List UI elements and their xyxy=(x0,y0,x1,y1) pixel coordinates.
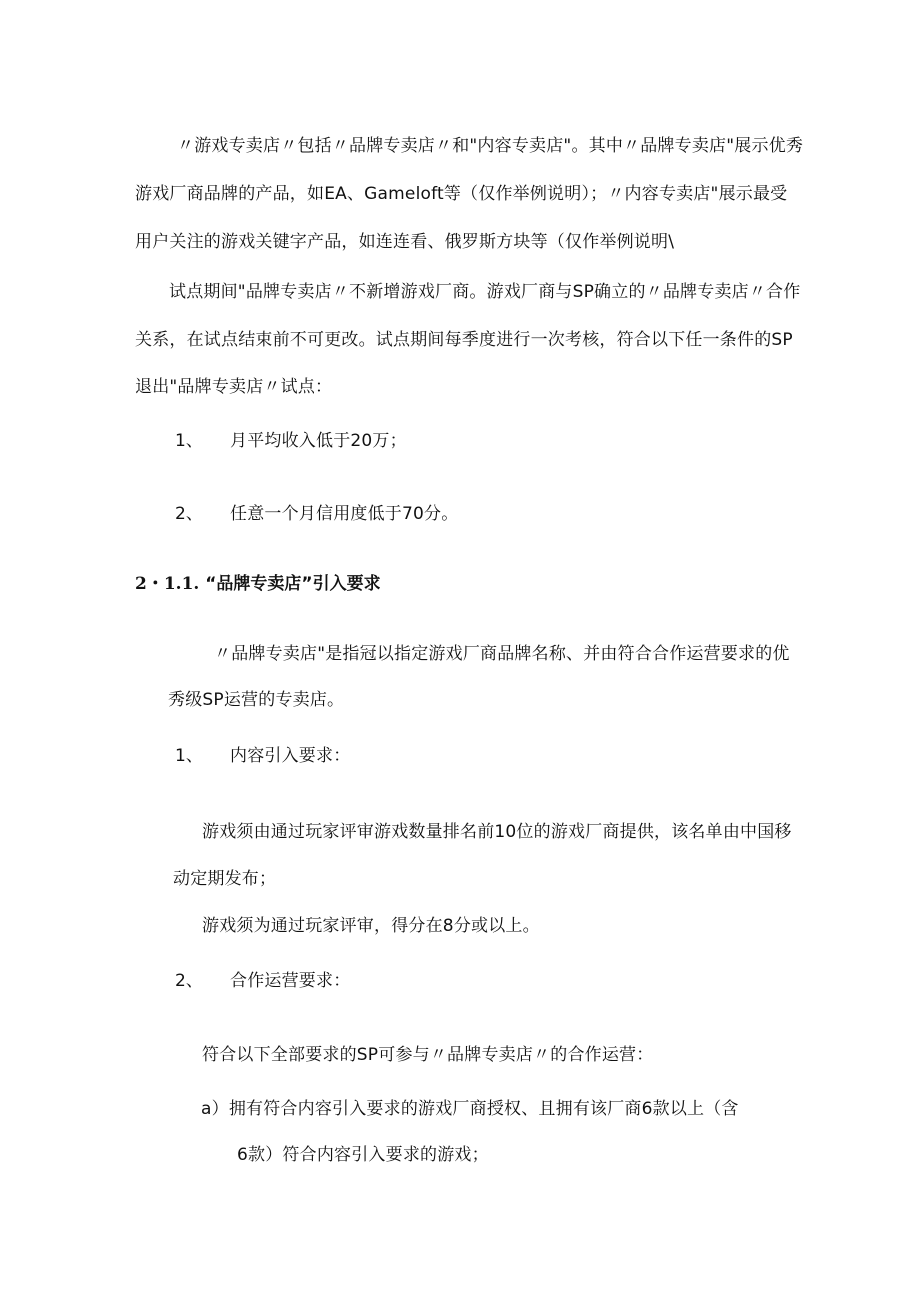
intro-line-3: 用户关注的游戏关键字产品，如连连看、俄罗斯方块等（仅作举例说明\ xyxy=(135,232,675,252)
content-requirement-line-3: 游戏须为通过玩家评审，得分在8分或以上。 xyxy=(202,916,540,936)
operation-requirement-line-1: 符合以下全部要求的SP可参与〃品牌专卖店〃的合作运营： xyxy=(202,1045,654,1065)
requirement-1-title: 内容引入要求： xyxy=(230,746,351,766)
exit-condition-1-number: 1、 xyxy=(175,431,203,451)
requirement-1-number: 1、 xyxy=(175,746,203,766)
trial-line-3: 退出"品牌专卖店〃试点： xyxy=(135,377,333,397)
requirement-2-title: 合作运营要求： xyxy=(230,971,351,991)
intro-line-2: 游戏厂商品牌的产品，如EA、Gameloft等（仅作举例说明）；〃内容专卖店"展示最受 xyxy=(135,184,788,204)
section-heading-number: 2・1.1. xyxy=(135,574,200,594)
requirement-2-number: 2、 xyxy=(175,971,203,991)
operation-item-a-line-1: a）拥有符合内容引入要求的游戏厂商授权、且拥有该厂商6款以上（含 xyxy=(201,1099,739,1119)
section-heading-title: “品牌专卖店”引入要求 xyxy=(205,574,381,594)
exit-condition-2-number: 2、 xyxy=(175,504,203,524)
section-heading xyxy=(135,573,381,595)
exit-condition-1-text: 月平均收入低于20万； xyxy=(230,431,407,451)
definition-line-2: 秀级SP运营的专卖店。 xyxy=(168,690,345,710)
content-requirement-line-2: 动定期发布； xyxy=(173,869,277,889)
definition-line-1: 〃品牌专卖店"是指冠以指定游戏厂商品牌名称、并由符合合作运营要求的优 xyxy=(214,644,790,664)
intro-line-1: 〃游戏专卖店〃包括〃品牌专卖店〃和"内容专卖店"。其中〃品牌专卖店"展示优秀 xyxy=(177,136,804,156)
exit-condition-2-text: 任意一个月信用度低于70分。 xyxy=(230,504,459,524)
content-requirement-line-1: 游戏须由通过玩家评审游戏数量排名前10位的游戏厂商提供，该名单由中国移 xyxy=(202,822,792,842)
trial-line-1: 试点期间"品牌专卖店〃不新增游戏厂商。游戏厂商与SP确立的〃品牌专卖店〃合作 xyxy=(169,282,801,302)
trial-line-2: 关系，在试点结束前不可更改。试点期间每季度进行一次考核，符合以下任一条件的SP xyxy=(135,330,793,350)
operation-item-a-line-2: 6款）符合内容引入要求的游戏； xyxy=(237,1145,489,1165)
